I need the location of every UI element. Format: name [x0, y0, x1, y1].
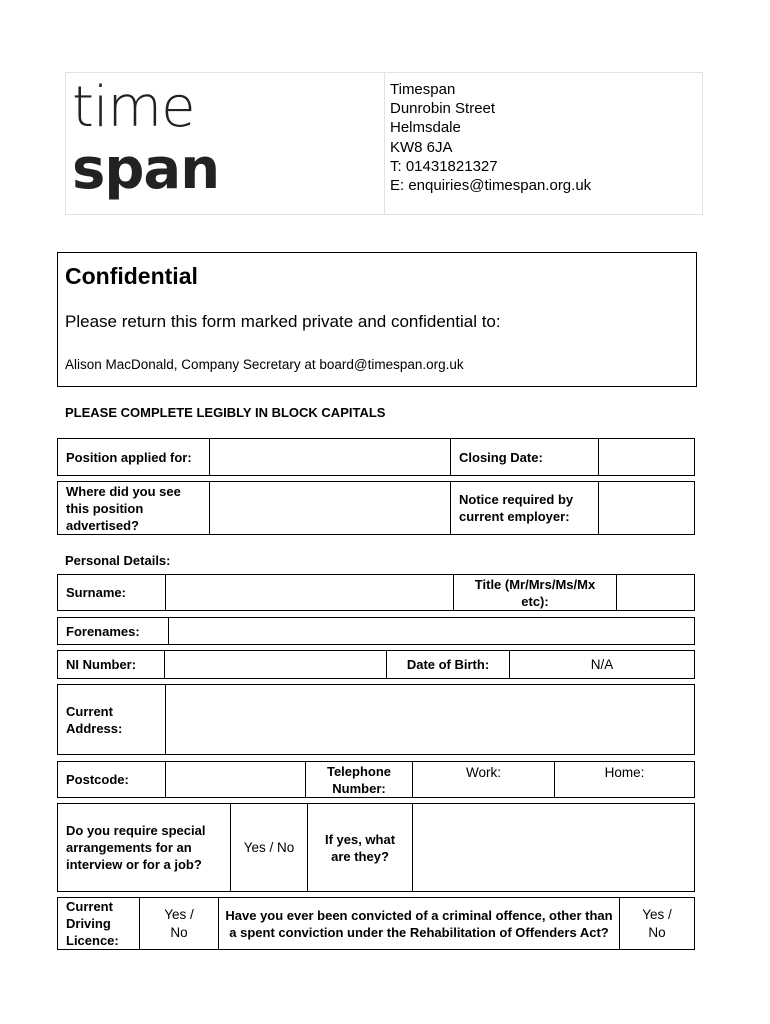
ni-number-field[interactable]: [165, 651, 386, 678]
postcode-row: [57, 761, 695, 798]
letterhead-divider: [384, 72, 385, 215]
logo-time: time: [72, 75, 195, 140]
special-arrangements-row: [57, 803, 695, 892]
forenames-label: Forenames:: [66, 623, 140, 639]
where-advertised-label: Where did you see this position advertised?: [66, 483, 181, 533]
current-address-label: Current Address:: [66, 703, 123, 736]
home-phone-field[interactable]: Home:: [604, 765, 645, 780]
if-yes-label: If yes, what are they?: [324, 831, 396, 864]
surname-field[interactable]: [166, 575, 453, 610]
dob-field[interactable]: N/A: [590, 656, 614, 672]
confidential-contact: Alison MacDonald, Company Secretary at board@timespan.org.uk: [65, 357, 464, 372]
closing-date-field[interactable]: [599, 439, 694, 475]
licence-conviction-row: [57, 897, 695, 950]
address-line: Helmsdale: [390, 119, 461, 137]
postcode-field[interactable]: [166, 762, 305, 797]
driving-licence-label: Current Driving Licence:: [66, 899, 119, 948]
position-applied-label: Position applied for:: [66, 449, 192, 465]
driving-licence-yes-no[interactable]: Yes / No: [164, 906, 194, 940]
special-arrangements-yes-no[interactable]: Yes / No: [243, 839, 295, 855]
work-phone-field[interactable]: Work:: [465, 765, 501, 780]
closing-date-label: Closing Date:: [459, 449, 543, 465]
current-address-field[interactable]: [166, 685, 694, 754]
ni-dob-row: [57, 650, 695, 679]
address-line: Timespan: [390, 81, 456, 98]
forenames-field[interactable]: [169, 618, 694, 644]
special-arrangements-label: Do you require special arrangements for an interview or for a job?: [66, 823, 206, 872]
dob-label: Date of Birth:: [406, 657, 490, 672]
address-block: [390, 80, 591, 195]
surname-row: [57, 574, 695, 611]
conviction-question-label: Have you ever been convicted of a criminal offence, other than a spent conviction under the Rehabilitation of Offenders Act?: [225, 907, 613, 940]
block-capitals-instruction: PLEASE COMPLETE LEGIBLY IN BLOCK CAPITALS: [65, 405, 386, 420]
title-label: Title (Mr/Mrs/Ms/Mx etc):: [474, 576, 596, 609]
address-line: Dunrobin Street: [390, 100, 496, 118]
title-field[interactable]: [617, 575, 694, 610]
position-row: [57, 438, 695, 476]
telephone-label: Telephone Number:: [326, 763, 392, 796]
logo-span: span: [72, 137, 220, 202]
personal-details-heading: Personal Details:: [65, 553, 171, 568]
advertised-row: [57, 481, 695, 535]
ni-number-label: NI Number:: [66, 657, 137, 672]
notice-required-label: Notice required by current employer:: [459, 492, 574, 524]
position-applied-field[interactable]: [210, 439, 450, 475]
notice-required-field[interactable]: [599, 482, 694, 534]
address-line: E: enquiries@timespan.org.uk: [390, 177, 592, 195]
address-row: [57, 684, 695, 755]
forenames-row: [57, 617, 695, 645]
confidential-instruction: Please return this form marked private and confidential to:: [65, 312, 501, 331]
special-arrangements-details-field[interactable]: [413, 804, 694, 891]
surname-label: Surname:: [66, 585, 126, 600]
where-advertised-field[interactable]: [210, 482, 450, 534]
conviction-yes-no[interactable]: Yes / No: [642, 906, 672, 940]
address-line: KW8 6JA: [390, 138, 453, 156]
address-line: T: 01431821327: [390, 157, 498, 175]
confidential-title: Confidential: [65, 263, 198, 289]
postcode-label: Postcode:: [66, 772, 129, 787]
